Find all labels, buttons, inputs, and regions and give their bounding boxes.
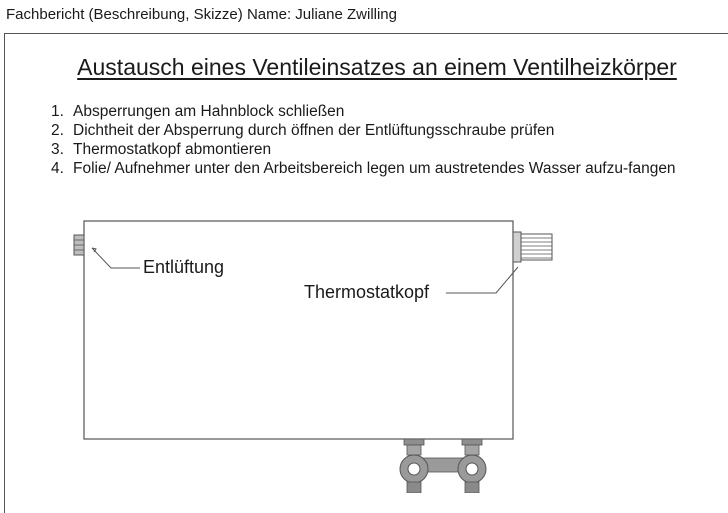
step-text: Absperrungen am Hahnblock schließen: [73, 103, 345, 120]
valve-block-icon: [400, 439, 486, 493]
thermostat-label: Thermostatkopf: [304, 282, 430, 302]
report-title: Austausch eines Ventileinsatzes an einem Ventilheizkörper: [77, 54, 677, 80]
thermostat-head-icon: [513, 232, 552, 262]
step-number: 2.: [51, 122, 64, 139]
step-text: Thermostatkopf abmontieren: [73, 141, 272, 158]
document-header: Fachbericht (Beschreibung, Skizze) Name: Juliane Zwilling: [6, 6, 397, 23]
vent-label: Entlüftung: [143, 257, 225, 277]
step-number: 3.: [51, 141, 64, 158]
radiator-body: [84, 221, 513, 439]
step-text: Dichtheit der Absperrung durch öffnen der Entlüftungsschraube prüfen: [73, 122, 555, 139]
step-text: Folie/ Aufnehmer unter den Arbeitsbereich legen um austretendes Wasser aufzu-fangen: [73, 160, 676, 177]
step-number: 4.: [51, 160, 64, 177]
step-number: 1.: [51, 103, 64, 120]
vent-screw-icon: [74, 235, 84, 255]
